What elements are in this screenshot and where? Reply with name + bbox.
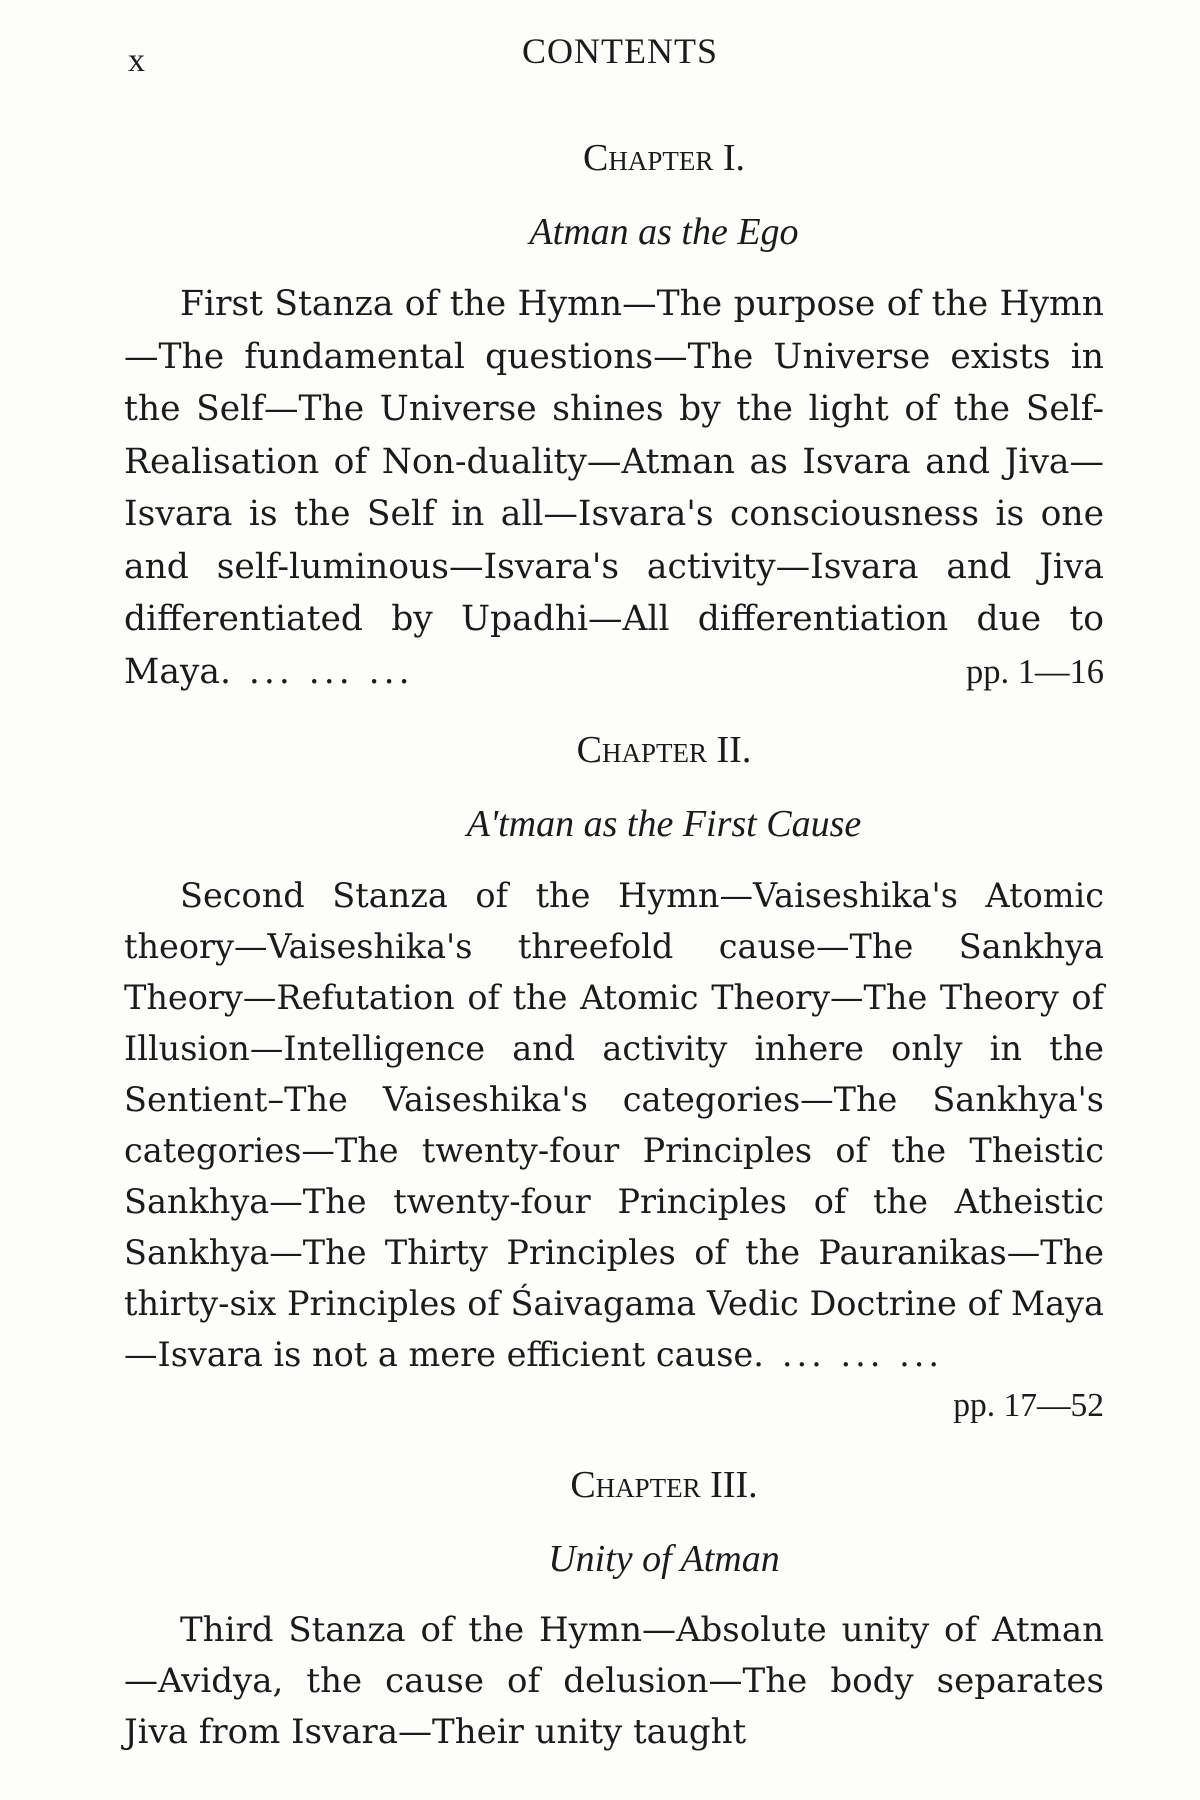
chapter-2-entry xyxy=(124,728,1104,1431)
chapter-subtitle: A'tman as the First Cause xyxy=(466,803,862,845)
chapter-subtitle: Unity of Atman xyxy=(548,1538,780,1580)
chapter-summary-text: First Stanza of the Hymn—The purpose of the Hymn—The fundamental questions—The Universe exists in the Self—The Universe shines by the light of the Self-Realisation of Non-duality—Atman as Isvara and Jiva—Isvara is the Self in all—Isvara's consciousness is one and self-luminous—Isvara's activity—Isvara and Jiva differentiated by Upadhi—All differentiation due to Maya. xyxy=(124,284,1104,692)
chapter-summary-text: Second Stanza of the Hymn—Vaiseshika's Atomic theory—Vaiseshika's threefold cause—The Sankhya Theory—Refutation of the Atomic Theory—The Theory of Illusion—Intelligence and activity inhere only in the Sentient–The Vaiseshika's categories—The Sankhya's categories—The twenty-four Principles of the Theistic Sankhya—The twenty-four Principles of the Atheistic Sankhya—The Thirty Principles of the Pauranikas—The thirty-six Principles of Śaivagama Vedic Doctrine of Maya—Isvara is not a mere efficient cause. xyxy=(124,876,1104,1374)
chapter-1-entry xyxy=(124,136,1104,698)
chapter-summary-text: Third Stanza of the Hymn—Absolute unity of Atman—Avidya, the cause of delusion—The body separates Jiva from Isvara—Their unity taught xyxy=(124,1610,1104,1752)
chapter-3-entry xyxy=(124,1463,1104,1758)
chapter-subtitle: Atman as the Ego xyxy=(529,211,799,253)
leader-dots: ... ... ... xyxy=(781,1335,944,1374)
chapter-heading: Chapter I. xyxy=(582,137,745,179)
page-number: x xyxy=(128,42,145,79)
page-range: pp. 1—16 xyxy=(966,652,1104,691)
chapter-summary xyxy=(124,1605,1104,1758)
page-range: pp. 17—52 xyxy=(953,1387,1104,1424)
chapter-heading: Chapter III. xyxy=(570,1464,758,1506)
chapter-heading: Chapter II. xyxy=(576,729,752,771)
chapter-summary xyxy=(124,870,1104,1424)
leader-dots: ... ... ... xyxy=(248,651,414,692)
running-title: CONTENTS xyxy=(522,31,718,71)
chapter-summary xyxy=(124,278,1104,698)
